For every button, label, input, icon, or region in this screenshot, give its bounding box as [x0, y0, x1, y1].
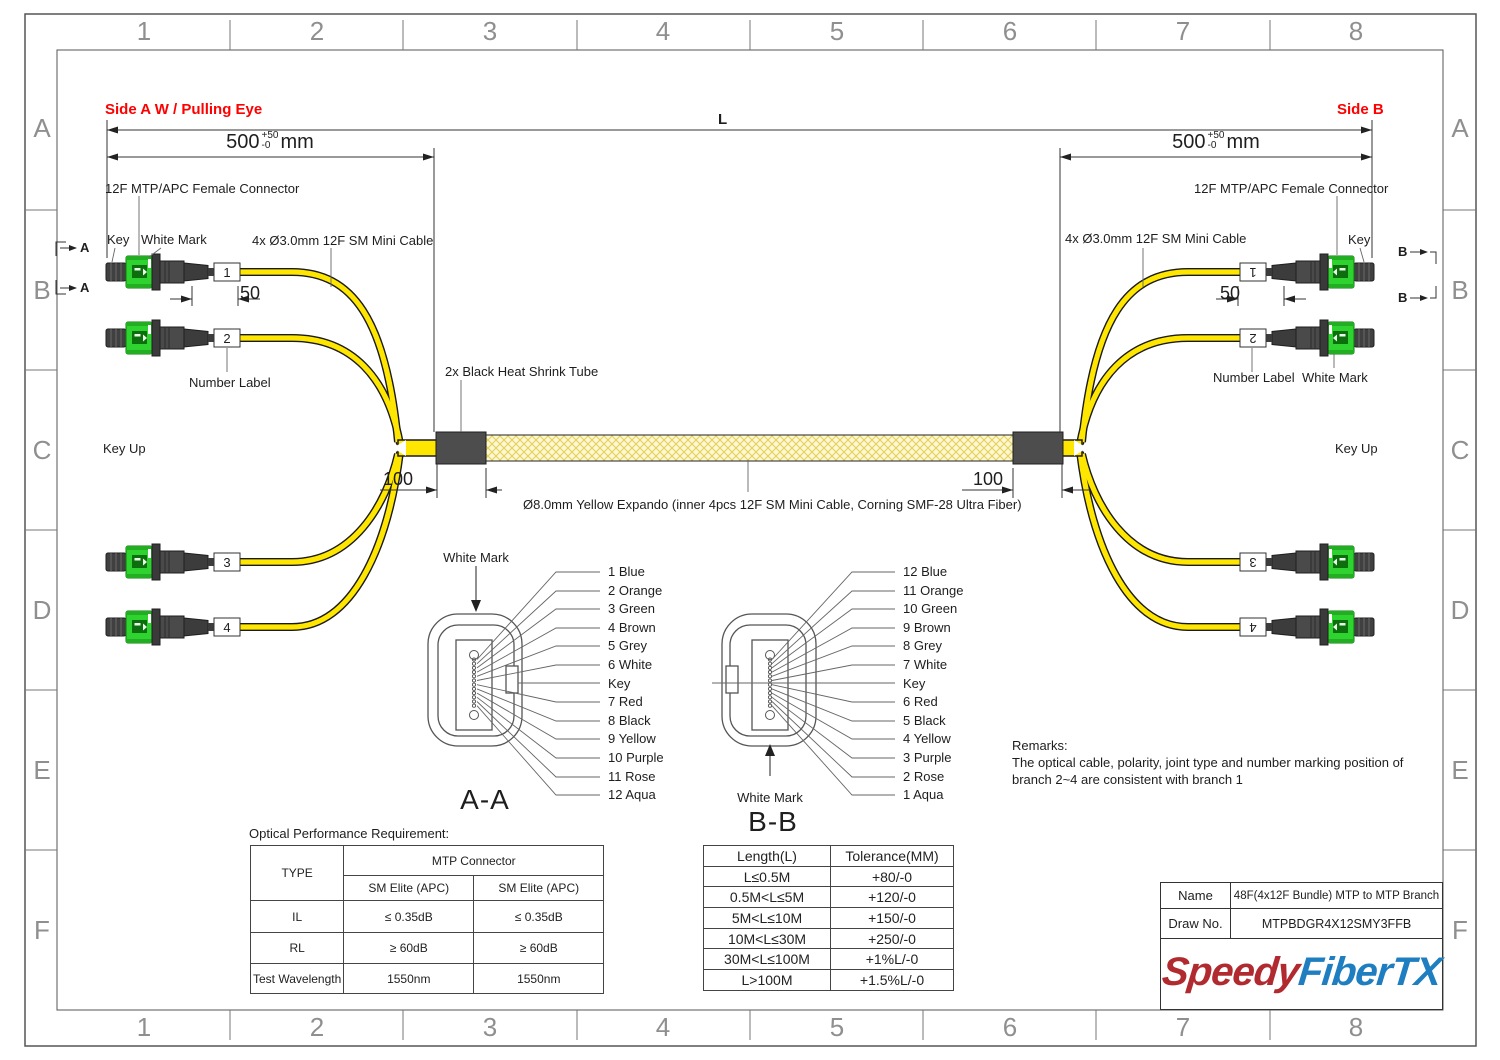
side-b-title: Side B: [1337, 101, 1384, 118]
grid-col-label: 2: [309, 16, 325, 46]
dim-unit: mm: [1226, 131, 1260, 153]
fiber-label: 11 Rose: [608, 769, 656, 784]
dim-50-left: 50: [239, 283, 261, 303]
dim-tol-minus: -0: [1207, 140, 1217, 151]
table-cell: 30M<L≤100M: [704, 949, 831, 970]
title-block-name-label: Name: [1161, 883, 1231, 908]
grid-col-label: 4: [655, 16, 671, 46]
branch-number-label: 2: [1249, 331, 1257, 346]
table-cell: IL: [251, 901, 344, 933]
title-block-drawno-value: MTPBDGR4X12SMY3FFB: [1261, 916, 1412, 931]
grid-col-label: 7: [1175, 1012, 1191, 1042]
number-label-callout-left: Number Label: [189, 375, 271, 390]
white-mark-callout-left: White Mark: [141, 232, 207, 247]
grid-row-label: E: [33, 755, 51, 785]
grid-col-label: 5: [829, 1012, 845, 1042]
branch-number-label: 1: [1249, 265, 1257, 280]
number-label-callout-right: Number Label: [1213, 370, 1295, 385]
table-cell: 10M<L≤30M: [704, 929, 831, 949]
fiber-label: 9 Yellow: [608, 731, 656, 746]
table-cell: +80/-0: [831, 867, 954, 887]
dim-tol-minus: -0: [261, 140, 271, 151]
grid-row-label: B: [33, 275, 51, 305]
connector-callout-left: 12F MTP/APC Female Connector: [105, 181, 300, 196]
fiber-label: 8 Black: [608, 713, 651, 728]
table-cell: ≥ 60dB: [344, 933, 474, 964]
branch-number-label: 3: [1249, 555, 1257, 570]
optical-table-title: Optical Performance Requirement:: [249, 826, 450, 841]
fiber-label: 10 Green: [903, 601, 958, 616]
fiber-label: 12 Blue: [903, 564, 948, 579]
table-cell: 0.5M<L≤5M: [704, 887, 831, 908]
dim-500-value: 500: [1172, 131, 1206, 153]
fiber-label: 3 Green: [608, 601, 655, 616]
connector-callout-right: 12F MTP/APC Female Connector: [1194, 181, 1389, 196]
fiber-label: 2 Orange: [608, 583, 663, 598]
expando-callout: Ø8.0mm Yellow Expando (inner 4pcs 12F SM Mini Cable, Corning SMF-28 Ultra Fiber): [523, 497, 1022, 512]
side-a-title: Side A W / Pulling Eye: [105, 101, 263, 118]
grid-row-label: F: [34, 915, 50, 945]
white-mark-callout-right: White Mark: [1302, 370, 1368, 385]
table-cell: SM Elite (APC): [474, 876, 604, 901]
remarks-block: [1012, 737, 1412, 788]
logo-fibertx: FiberTX: [1296, 949, 1443, 994]
grid-col-label: 7: [1175, 16, 1191, 46]
table-cell: SM Elite (APC): [344, 876, 474, 901]
fiber-label: 11 Orange: [903, 583, 964, 598]
section-a-marker: A: [80, 280, 90, 295]
dim-100-left: 100: [382, 469, 414, 489]
table-cell: Tolerance(MM): [831, 846, 954, 867]
table-cell: 5M<L≤10M: [704, 908, 831, 929]
table-cell: +150/-0: [831, 908, 954, 929]
dim-100-right: 100: [972, 469, 1004, 489]
branch-number-label: 1: [223, 265, 231, 280]
grid-col-label: 6: [1002, 16, 1018, 46]
fiber-label: 7 Red: [608, 694, 643, 709]
fiber-label: 3 Purple: [903, 750, 952, 765]
branch-number-label: 3: [223, 555, 231, 570]
bb-section-title: B-B: [748, 806, 798, 837]
fiber-label: 5 Black: [903, 713, 946, 728]
grid-row-label: A: [1451, 113, 1469, 143]
length-tolerance-table: [703, 845, 954, 991]
grid-row-label: A: [33, 113, 51, 143]
table-cell: +1%L/-0: [831, 949, 954, 970]
speedyfibertx-logo: [1158, 939, 1446, 1005]
fiber-label: 2 Rose: [903, 769, 945, 784]
table-cell: ≤ 0.35dB: [344, 901, 474, 933]
dim-tol-plus: +50: [261, 130, 279, 141]
dim-500-left: [200, 131, 340, 154]
remarks-line: branch 2~4 are consistent with branch 1: [1012, 772, 1243, 787]
section-b-marker: B: [1398, 290, 1408, 305]
branch-number-label: 2: [223, 331, 231, 346]
grid-col-label: 1: [136, 16, 152, 46]
grid-col-label: 8: [1348, 16, 1364, 46]
table-cell: ≤ 0.35dB: [474, 901, 604, 933]
grid-col-label: 6: [1002, 1012, 1018, 1042]
fiber-label: 9 Brown: [903, 620, 951, 635]
key-callout-left: Key: [107, 232, 130, 247]
aa-section-title: A-A: [460, 784, 510, 815]
heat-shrink-callout: 2x Black Heat Shrink Tube: [445, 364, 599, 379]
mini-cable-callout-right: 4x Ø3.0mm 12F SM Mini Cable: [1065, 231, 1247, 246]
grid-row-label: B: [1451, 275, 1469, 305]
table-cell: 1550nm: [344, 964, 474, 994]
fiber-label: 4 Yellow: [903, 731, 951, 746]
branch-number-label: 4: [223, 620, 231, 635]
remarks-line: The optical cable, polarity, joint type and number marking position of: [1012, 755, 1404, 770]
fiber-label: 1 Aqua: [903, 787, 944, 802]
dim-500-value: 500: [226, 131, 260, 153]
aa-white-mark-label: White Mark: [443, 550, 509, 565]
fiber-label: 7 White: [903, 657, 948, 672]
table-cell: +120/-0: [831, 887, 954, 908]
fiber-label: 1 Blue: [608, 564, 645, 579]
table-cell: MTP Connector: [344, 846, 604, 876]
grid-row-label: D: [32, 595, 52, 625]
fiber-label: 8 Grey: [903, 638, 943, 653]
mini-cable-callout-left: 4x Ø3.0mm 12F SM Mini Cable: [252, 233, 434, 248]
grid-row-label: C: [1450, 435, 1470, 465]
table-cell: ≥ 60dB: [474, 933, 604, 964]
grid-col-label: 3: [482, 1012, 498, 1042]
bb-white-mark-label: White Mark: [737, 790, 803, 805]
grid-col-label: 1: [136, 1012, 152, 1042]
section-b-marker: B: [1398, 244, 1408, 259]
table-cell: L≤0.5M: [704, 867, 831, 887]
grid-row-label: C: [32, 435, 52, 465]
branch-number-label: 4: [1249, 620, 1257, 635]
grid-col-label: 3: [482, 16, 498, 46]
fiber-label: 12 Aqua: [608, 787, 656, 802]
key-up-left: Key Up: [103, 441, 146, 456]
dim-tol-plus: +50: [1207, 130, 1225, 141]
dim-50-right: 50: [1219, 283, 1241, 303]
length-dim-label: L: [718, 111, 728, 128]
dim-unit: mm: [280, 131, 314, 153]
grid-row-label: F: [1452, 915, 1468, 945]
title-block-drawno-label: Draw No.: [1161, 909, 1231, 938]
table-cell: TYPE: [251, 846, 344, 901]
fiber-label: 6 White: [608, 657, 653, 672]
title-block: [1160, 882, 1443, 1010]
fiber-label: Key: [608, 676, 631, 691]
fiber-label: 4 Brown: [608, 620, 656, 635]
table-cell: +250/-0: [831, 929, 954, 949]
fiber-label: 6 Red: [903, 694, 938, 709]
fiber-label: 10 Purple: [608, 750, 664, 765]
grid-col-label: 8: [1348, 1012, 1364, 1042]
key-callout-right: Key: [1348, 232, 1371, 247]
grid-col-label: 2: [309, 1012, 325, 1042]
table-cell: Length(L): [704, 846, 831, 867]
grid-row-label: E: [1451, 755, 1469, 785]
table-cell: 1550nm: [474, 964, 604, 994]
logo-speedy: Speedy: [1160, 949, 1302, 994]
fiber-label: 5 Grey: [608, 638, 648, 653]
grid-row-label: D: [1450, 595, 1470, 625]
table-cell: RL: [251, 933, 344, 964]
optical-performance-table: [250, 845, 604, 994]
table-cell: L>100M: [704, 970, 831, 991]
grid-col-label: 4: [655, 1012, 671, 1042]
table-cell: +1.5%L/-0: [831, 970, 954, 991]
dim-500-right: [1146, 131, 1286, 154]
remarks-title: Remarks:: [1012, 738, 1068, 753]
key-up-right: Key Up: [1335, 441, 1378, 456]
grid-col-label: 5: [829, 16, 845, 46]
section-a-marker: A: [80, 240, 90, 255]
fiber-label: Key: [903, 676, 926, 691]
title-block-name-value: 48F(4x12F Bundle) MTP to MTP Branch: [1233, 889, 1440, 902]
table-cell: Test Wavelength: [251, 964, 344, 994]
